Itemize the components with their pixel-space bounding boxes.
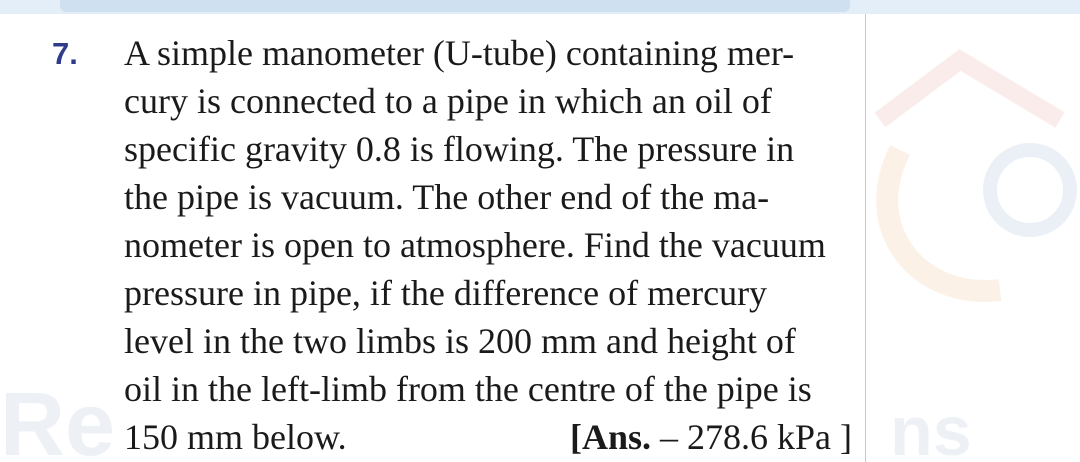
answer-label: [Ans.	[569, 417, 651, 457]
answer	[570, 413, 854, 461]
problem-line-text: cury is connected to a pipe in which an oil of	[124, 81, 772, 121]
problem-line-last	[124, 413, 854, 461]
problem-line-text: oil in the left-limb from the centre of the pipe is	[124, 369, 812, 409]
problem-line	[124, 365, 854, 413]
problem-line	[124, 125, 854, 173]
answer-value: – 278.6 kPa ]	[660, 417, 852, 457]
problem-line-text: A simple manometer (U-tube) containing mer-	[124, 33, 795, 73]
problem-line-text: nometer is open to atmosphere. Find the vacuum	[124, 225, 826, 265]
problem-line-text: level in the two limbs is 200 mm and height of	[124, 321, 796, 361]
problem-line-text: pressure in pipe, if the difference of mercury	[124, 273, 768, 313]
top-band-highlight	[60, 0, 850, 12]
top-band	[0, 0, 1080, 14]
problem-line	[124, 269, 854, 317]
problem-line	[124, 221, 854, 269]
svg-text:Re: Re	[0, 375, 116, 462]
problem-number: 7.	[52, 36, 78, 71]
problem-line-text: 150 mm below.	[124, 417, 347, 457]
problem-line	[124, 317, 854, 365]
problem-line	[124, 29, 854, 77]
problem-line	[124, 77, 854, 125]
problem-line-text: specific gravity 0.8 is flowing. The pressure in	[124, 129, 795, 169]
svg-text:ns: ns	[890, 392, 972, 462]
problem-line-text: the pipe is vacuum. The other end of the ma-	[124, 177, 770, 217]
problem-text	[124, 29, 854, 461]
problem-line	[124, 173, 854, 221]
